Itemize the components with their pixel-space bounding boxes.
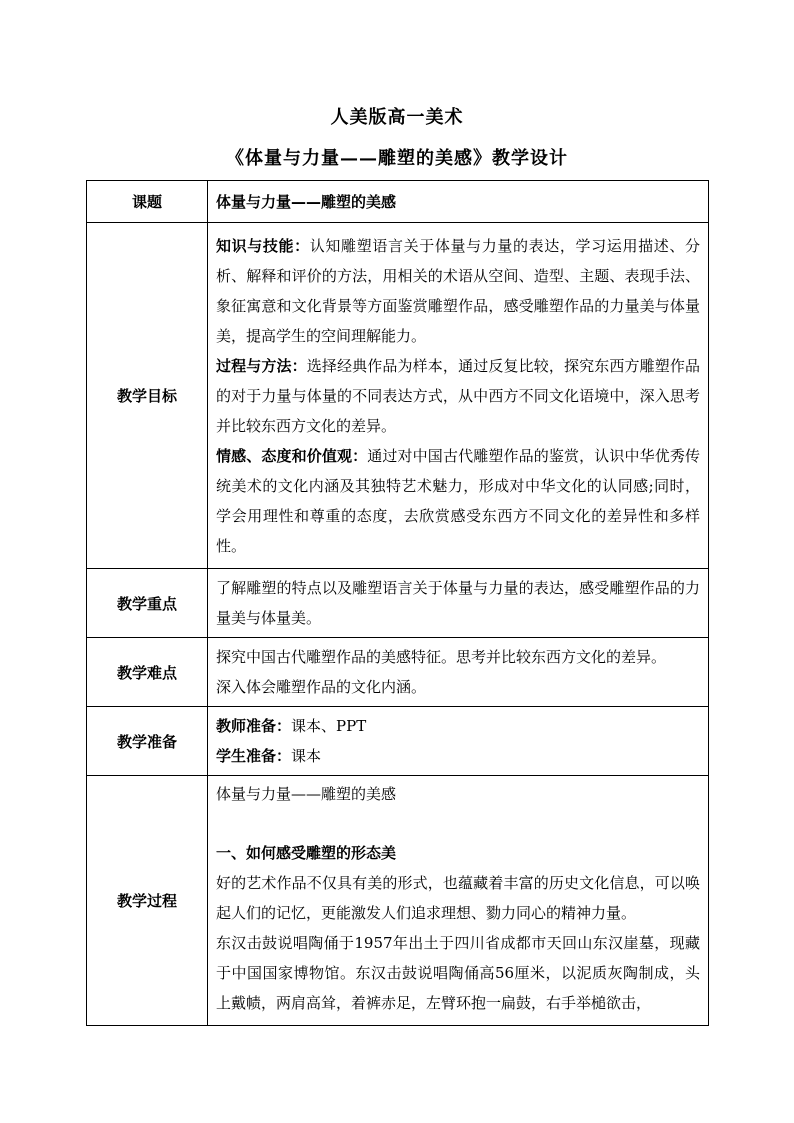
objective-emotion <box>216 441 700 561</box>
label-objectives: 教学目标 <box>87 223 208 569</box>
emotion-text: 通过对中国古代雕塑作品的鉴赏，认识中华优秀传统美术的文化内涵及其独特艺术魅力，形成对中华文化的认同感;同时，学会用理性和尊重的态度，去欣赏感受东西方不同文化的差异性和多样性。 <box>216 446 700 555</box>
objective-process <box>216 351 700 441</box>
difficulties-line1: 探究中国古代雕塑作品的美感特征。思考并比较东西方文化的差异。 <box>216 648 667 666</box>
key-points-text: 了解雕塑的特点以及雕塑语言关于体量与力量的表达，感受雕塑作品的力量美与体量美。 <box>216 579 700 627</box>
label-preparation: 教学准备 <box>87 707 208 776</box>
student-text: 课本 <box>291 747 322 765</box>
table-row-topic <box>87 181 709 223</box>
process-subtitle: 体量与力量——雕塑的美感 <box>216 785 397 803</box>
preparation-content <box>208 707 709 776</box>
objective-knowledge <box>216 231 700 351</box>
table-row-process <box>87 776 709 1026</box>
process-paragraph-2: 东汉击鼓说唱陶俑于1957年出土于四川省成都市天回山东汉崖墓，现藏于中国国家博物馆。东汉击鼓说唱陶俑高56厘米，以泥质灰陶制成，头上戴帻，两肩高耸，着裤赤足，左臂环抱一扁鼓，右手举槌欲击， <box>216 934 700 1012</box>
topic-value <box>208 181 709 223</box>
knowledge-text: 认知雕塑语言关于体量与力量的表达，学习运用描述、分析、解释和评价的方法，用相关的术语从空间、造型、主题、表现手法、象征寓意和文化背景等方面鉴赏雕塑作品，感受雕塑作品的力量美与体量美，提高学生的空间理解能力。 <box>216 236 700 345</box>
emotion-heading: 情感、态度和价值观： <box>216 446 368 465</box>
document-subtitle: 《体量与力量——雕塑的美感》教学设计 <box>226 148 568 169</box>
process-heading: 过程与方法： <box>216 356 307 375</box>
document-title: 人美版高一美术 <box>330 107 464 128</box>
topic-text: 体量与力量——雕塑的美感 <box>216 192 397 211</box>
teacher-text: 课本、PPT <box>291 717 367 735</box>
label-topic: 课题 <box>87 181 208 223</box>
knowledge-heading: 知识与技能： <box>216 236 310 255</box>
difficulties-line2: 深入体会雕塑作品的文化内涵。 <box>216 678 427 696</box>
student-heading: 学生准备： <box>216 747 292 765</box>
label-process: 教学过程 <box>87 776 208 1026</box>
process-paragraph-1: 好的艺术作品不仅具有美的形式，也蕴藏着丰富的历史文化信息，可以唤起人们的记忆，更能激发人们追求理想、勠力同心的精神力量。 <box>216 874 700 922</box>
table-row-key-points <box>87 569 709 638</box>
table-row-objectives <box>87 223 709 569</box>
blank-line <box>216 808 700 838</box>
process-text: 选择经典作品为样本，通过反复比较，探究东西方雕塑作品的对于力量与体量的不同表达方式，从中西方不同文化语境中，深入思考并比较东西方文化的差异。 <box>216 356 700 435</box>
difficulties-content <box>208 638 709 707</box>
student-preparation <box>216 741 700 771</box>
label-key-points: 教学重点 <box>87 569 208 638</box>
table-row-preparation <box>87 707 709 776</box>
process-content <box>208 776 709 1026</box>
lesson-plan-table <box>86 180 709 1026</box>
key-points-content <box>208 569 709 638</box>
label-difficulties: 教学难点 <box>87 638 208 707</box>
teacher-heading: 教师准备： <box>216 717 292 735</box>
teacher-preparation <box>216 711 700 741</box>
table-row-difficulties <box>87 638 709 707</box>
section1-heading: 一、如何感受雕塑的形态美 <box>216 844 397 862</box>
objectives-content <box>208 223 709 569</box>
